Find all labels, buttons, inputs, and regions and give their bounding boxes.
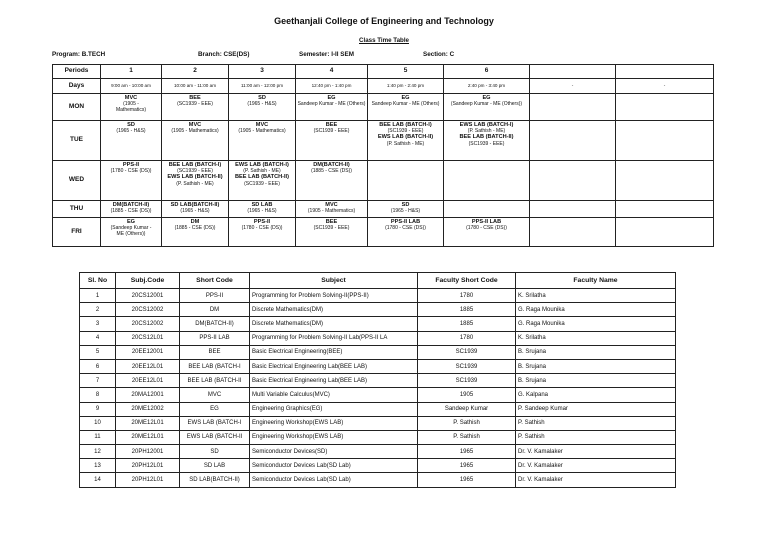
cell-subject: EG — [126, 219, 136, 225]
subject-table — [79, 272, 676, 488]
period-number — [530, 65, 616, 79]
timetable-cell — [530, 201, 616, 218]
faculty-short-code: 1885 — [418, 317, 516, 331]
faculty-short-code: 1965 — [418, 459, 516, 473]
timetable-cell — [616, 121, 714, 161]
timetable-cell — [162, 161, 229, 201]
cell-subject: SD LAB(BATCH-II) — [170, 202, 220, 208]
serial-number: 2 — [80, 303, 116, 317]
cell-faculty: (1885 - CSE (DS)) — [311, 168, 352, 175]
column-header: Sl. No — [80, 273, 116, 289]
faculty-name: Dr. V. Kamalaker — [516, 459, 676, 473]
timetable-cell — [530, 161, 616, 201]
cell-subject: BEE LAB (BATCH-II) — [459, 134, 514, 141]
timetable-cell — [296, 94, 368, 121]
cell-subject: SD — [401, 202, 410, 208]
timetable-cell — [101, 218, 162, 247]
table-row — [80, 402, 676, 416]
subject-code: 20ME12L01 — [116, 416, 180, 430]
timetable-cell — [368, 121, 444, 161]
serial-number: 6 — [80, 359, 116, 373]
table-row — [80, 345, 676, 359]
period-time: 12:40 pm - 1:40 pm — [296, 79, 368, 94]
serial-number: 5 — [80, 345, 116, 359]
cell-subject: EWS LAB (BATCH-II) — [167, 174, 223, 181]
faculty-short-code: 1965 — [418, 473, 516, 487]
subject-code: 20EE12001 — [116, 345, 180, 359]
period-time: 1:40 pm - 2:40 pm — [368, 79, 444, 94]
table-row — [80, 374, 676, 388]
serial-number: 10 — [80, 416, 116, 430]
faculty-name: G. Raga Mounika — [516, 317, 676, 331]
cell-subject: BEE — [325, 122, 338, 128]
subject-name: Multi Variable Calculus(MVC) — [250, 388, 418, 402]
cell-faculty: (1885 - CSE (DS)) — [174, 225, 216, 232]
faculty-name: K. Srilatha — [516, 289, 676, 303]
period-number: 2 — [162, 65, 229, 79]
cell-faculty: (1780 - CSE (DS)) — [385, 225, 426, 232]
day-name: WED — [53, 161, 101, 201]
cell-faculty: (1905 - — [123, 101, 139, 108]
cell-subject: SD — [127, 122, 135, 128]
timetable-cell — [368, 201, 444, 218]
cell-subject: BEE — [189, 95, 201, 101]
timetable-cell — [616, 94, 714, 121]
cell-faculty: (1780 - CSE (DS)) — [466, 225, 507, 232]
table-row — [80, 388, 676, 402]
period-number — [616, 65, 714, 79]
short-code: BEE LAB (BATCH-II — [180, 374, 250, 388]
faculty-short-code: 1780 — [418, 331, 516, 345]
faculty-name: P. Sandeep Kumar — [516, 402, 676, 416]
cell-faculty: (1965 - H&S) — [180, 208, 210, 215]
timetable-cell — [162, 201, 229, 218]
subject-name: Semiconductor Devices Lab(SD Lab) — [250, 459, 418, 473]
table-row — [80, 289, 676, 303]
cell-subject: EWS LAB (BATCH-I) — [235, 162, 289, 168]
subject-code: 20MA12001 — [116, 388, 180, 402]
subject-name: Semiconductor Devices(SD) — [250, 445, 418, 459]
table-row — [80, 317, 676, 331]
period-number: 1 — [101, 65, 162, 79]
day-name: TUE — [53, 121, 101, 161]
timetable-cell — [101, 94, 162, 121]
cell-subject: PPS-II — [122, 162, 140, 168]
faculty-name: Dr. V. Kamalaker — [516, 473, 676, 487]
faculty-name: B. Srujana — [516, 359, 676, 373]
serial-number: 13 — [80, 459, 116, 473]
cell-faculty: (1965 - H&S) — [116, 128, 146, 135]
cell-subject: MVC — [325, 202, 338, 208]
timetable-cell — [296, 201, 368, 218]
day-row — [53, 121, 714, 161]
cell-faculty: Sandeep Kumar - ME (Others) — [371, 101, 440, 108]
period-number: 6 — [444, 65, 530, 79]
table-row — [80, 430, 676, 444]
cell-subject: MVC — [255, 122, 269, 128]
timetable-cell — [368, 94, 444, 121]
short-code: PPS-II — [180, 289, 250, 303]
serial-number: 7 — [80, 374, 116, 388]
timetable-cell — [229, 201, 296, 218]
column-header: Subject — [250, 273, 418, 289]
faculty-name: B. Srujana — [516, 374, 676, 388]
cell-faculty: (P. Sathish - ME) — [176, 180, 214, 187]
period-time: 2:40 pm - 3:40 pm — [444, 79, 530, 94]
table-row — [80, 459, 676, 473]
short-code: BEE LAB (BATCH-I — [180, 359, 250, 373]
cell-subject: BEE — [325, 219, 338, 225]
timetable-cell — [296, 121, 368, 161]
cell-faculty: ME (Others)) — [116, 231, 146, 238]
subject-name: Engineering Workshop(EWS LAB) — [250, 416, 418, 430]
short-code: SD — [180, 445, 250, 459]
period-time: 10:00 am - 11:00 am — [162, 79, 229, 94]
cell-faculty: (1780 - CSE (DS)) — [110, 168, 152, 175]
table-row — [80, 331, 676, 345]
serial-number: 14 — [80, 473, 116, 487]
subject-name: Engineering Workshop(EWS LAB) — [250, 430, 418, 444]
period-time: - — [530, 79, 616, 94]
cell-subject: SD LAB — [251, 202, 273, 208]
table-row — [80, 473, 676, 487]
serial-number: 8 — [80, 388, 116, 402]
subject-name: Basic Electrical Engineering Lab(BEE LAB) — [250, 359, 418, 373]
faculty-short-code: 1905 — [418, 388, 516, 402]
subject-code: 20CS12001 — [116, 289, 180, 303]
period-number: 5 — [368, 65, 444, 79]
subject-name: Engineering Graphics(EG) — [250, 402, 418, 416]
faculty-short-code: P. Sathish — [418, 416, 516, 430]
timetable-cell — [229, 161, 296, 201]
column-header: Faculty Short Code — [418, 273, 516, 289]
day-row — [53, 161, 714, 201]
cell-subject: PPS-II LAB — [471, 219, 502, 225]
subject-code: 20ME12L01 — [116, 430, 180, 444]
cell-subject: PPS-II LAB — [390, 219, 421, 225]
serial-number: 4 — [80, 331, 116, 345]
serial-number: 3 — [80, 317, 116, 331]
semester-label: Semester: I-II SEM — [299, 51, 354, 58]
timetable-cell — [444, 161, 530, 201]
cell-subject: EG — [482, 95, 491, 101]
timetable-cell — [616, 218, 714, 247]
timetable-cell — [444, 121, 530, 161]
timetable-cell — [530, 121, 616, 161]
subject-name: Discrete Mathematics(DM) — [250, 317, 418, 331]
short-code: EWS LAB (BATCH-I — [180, 416, 250, 430]
periods-row — [53, 65, 714, 79]
subject-code: 20CS12L01 — [116, 331, 180, 345]
period-time: - — [616, 79, 714, 94]
timetable-cell — [444, 218, 530, 247]
timetable-cell — [162, 218, 229, 247]
cell-faculty: (1885 - CSE (DS)) — [110, 208, 152, 215]
timetable-cell — [296, 161, 368, 201]
cell-subject: BEE LAB (BATCH-I) — [168, 162, 222, 168]
faculty-name: G. Kalpana — [516, 388, 676, 402]
cell-subject: EG — [327, 95, 336, 101]
faculty-short-code: P. Sathish — [418, 430, 516, 444]
cell-faculty: (P. Sathish - ME) — [467, 128, 506, 135]
cell-faculty: (1905 - Mathematics) — [307, 208, 356, 215]
cell-faculty: (SC1939 - EEE) — [468, 140, 505, 147]
cell-faculty: (Sandeep Kumar - — [110, 225, 152, 232]
timetable-cell — [616, 161, 714, 201]
cell-faculty: (SC1939 - EEE) — [313, 128, 350, 135]
subject-code: 20PH12L01 — [116, 459, 180, 473]
timetable-cell — [101, 161, 162, 201]
subject-code: 20PH12L01 — [116, 473, 180, 487]
cell-faculty: Sandeep Kumar - ME (Others) — [297, 101, 366, 108]
day-row — [53, 94, 714, 121]
cell-subject: DM(BATCH-II) — [112, 202, 150, 208]
day-row — [53, 218, 714, 247]
cell-faculty: (Sandeep Kumar - ME (Others)) — [450, 101, 523, 108]
timetable-cell — [162, 94, 229, 121]
section-label: Section: C — [423, 51, 455, 58]
cell-faculty: (SC1939 - EEE) — [177, 168, 213, 175]
cell-faculty: (SC1939 - EEE) — [313, 225, 350, 232]
column-header: Faculty Name — [516, 273, 676, 289]
table-row — [80, 359, 676, 373]
faculty-short-code: SC1939 — [418, 359, 516, 373]
timetable-cell — [530, 94, 616, 121]
day-name: MON — [53, 94, 101, 121]
timetable-cell — [101, 201, 162, 218]
program-label: Program: B.TECH — [52, 51, 106, 58]
short-code: PPS-II LAB — [180, 331, 250, 345]
cell-faculty: (1905 - Mathematics) — [171, 128, 219, 135]
table-row — [80, 416, 676, 430]
subject-code: 20EE12L01 — [116, 374, 180, 388]
short-code: EG — [180, 402, 250, 416]
cell-faculty: (P. Sathish - ME) — [243, 168, 281, 175]
timetable-cell — [229, 94, 296, 121]
cell-subject: EWS LAB (BATCH-II) — [377, 134, 434, 141]
serial-number: 1 — [80, 289, 116, 303]
faculty-name: P. Sathish — [516, 430, 676, 444]
short-code: EWS LAB (BATCH-II — [180, 430, 250, 444]
cell-faculty: (P. Sathish - ME) — [386, 140, 425, 147]
short-code: SD LAB(BATCH-II) — [180, 473, 250, 487]
faculty-short-code: 1885 — [418, 303, 516, 317]
timetable-cell — [101, 121, 162, 161]
cell-faculty: (1965 - H&S) — [247, 101, 277, 108]
timetable-cell — [162, 121, 229, 161]
cell-subject: MVC — [124, 95, 138, 101]
days-label: Days — [53, 79, 101, 94]
timetable-cell — [444, 201, 530, 218]
faculty-name: K. Srilatha — [516, 331, 676, 345]
cell-subject: DM — [190, 219, 200, 225]
day-name: THU — [53, 201, 101, 218]
cell-subject: EWS LAB (BATCH-I) — [459, 122, 514, 128]
faculty-short-code: 1965 — [418, 445, 516, 459]
periods-label: Periods — [53, 65, 101, 79]
cell-subject: BEE LAB (BATCH-II) — [235, 174, 289, 181]
serial-number: 12 — [80, 445, 116, 459]
cell-faculty: (SC1939 - EEE) — [387, 128, 424, 135]
serial-number: 9 — [80, 402, 116, 416]
timetable — [52, 64, 714, 247]
period-time: 11:00 am - 12:00 pm — [229, 79, 296, 94]
timetable-cell — [530, 218, 616, 247]
serial-number: 11 — [80, 430, 116, 444]
timetable-cell — [444, 94, 530, 121]
subject-name: Discrete Mathematics(DM) — [250, 303, 418, 317]
short-code: BEE — [180, 345, 250, 359]
short-code: SD LAB — [180, 459, 250, 473]
subject-name: Programming for Problem Solving-II Lab(PPS-II LA — [250, 331, 418, 345]
cell-subject: EG — [401, 95, 410, 101]
cell-subject: SD — [258, 95, 266, 101]
subject-code: 20PH12001 — [116, 445, 180, 459]
subject-code: 20CS12002 — [116, 303, 180, 317]
timetable-cell — [368, 218, 444, 247]
cell-faculty: (SC1939 - EEE) — [177, 101, 213, 108]
cell-faculty: (1780 - CSE (DS)) — [241, 225, 283, 232]
faculty-name: B. Srujana — [516, 345, 676, 359]
faculty-name: Dr. V. Kamalaker — [516, 445, 676, 459]
cell-subject: MVC — [188, 122, 202, 128]
timetable-cell — [229, 121, 296, 161]
college-name: Geethanjali College of Engineering and Technology — [274, 16, 494, 26]
subject-code: 20EE12L01 — [116, 359, 180, 373]
cell-subject: DM(BATCH-II) — [313, 162, 350, 168]
column-header: Short Code — [180, 273, 250, 289]
timetable-cell — [229, 218, 296, 247]
subject-code: 20CS12002 — [116, 317, 180, 331]
subject-name: Programming for Problem Solving-II(PPS-II) — [250, 289, 418, 303]
cell-faculty: (SC1939 - EEE) — [244, 180, 280, 187]
subject-name: Semiconductor Devices Lab(SD Lab) — [250, 473, 418, 487]
faculty-name: P. Sathish — [516, 416, 676, 430]
short-code: MVC — [180, 388, 250, 402]
faculty-short-code: SC1939 — [418, 374, 516, 388]
cell-faculty: Mathematics) — [115, 107, 146, 114]
cell-subject: BEE LAB (BATCH-I) — [379, 122, 432, 128]
day-row — [53, 201, 714, 218]
column-header: Subj.Code — [116, 273, 180, 289]
cell-faculty: (1965 - H&S) — [390, 208, 421, 215]
period-number: 3 — [229, 65, 296, 79]
table-row — [80, 445, 676, 459]
timetable-cell — [616, 201, 714, 218]
branch-label: Branch: CSE(DS) — [198, 51, 250, 58]
short-code: DM(BATCH-II) — [180, 317, 250, 331]
day-name: FRI — [53, 218, 101, 247]
table-row — [80, 303, 676, 317]
timetable-cell — [296, 218, 368, 247]
period-number: 4 — [296, 65, 368, 79]
subject-name: Basic Electrical Engineering(BEE) — [250, 345, 418, 359]
times-row — [53, 79, 714, 94]
period-time: 9:00 am - 10:00 am — [101, 79, 162, 94]
faculty-short-code: Sandeep Kumar — [418, 402, 516, 416]
faculty-short-code: 1780 — [418, 289, 516, 303]
faculty-short-code: SC1939 — [418, 345, 516, 359]
cell-faculty: (1905 - Mathematics) — [238, 128, 286, 135]
timetable-cell — [368, 161, 444, 201]
short-code: DM — [180, 303, 250, 317]
faculty-name: G. Raga Mounika — [516, 303, 676, 317]
subject-code: 20ME12002 — [116, 402, 180, 416]
subject-name: Basic Electrical Engineering Lab(BEE LAB) — [250, 374, 418, 388]
document-title: Class Time Table — [359, 37, 409, 44]
cell-subject: PPS-II — [253, 219, 271, 225]
cell-faculty: (1965 - H&S) — [247, 208, 277, 215]
